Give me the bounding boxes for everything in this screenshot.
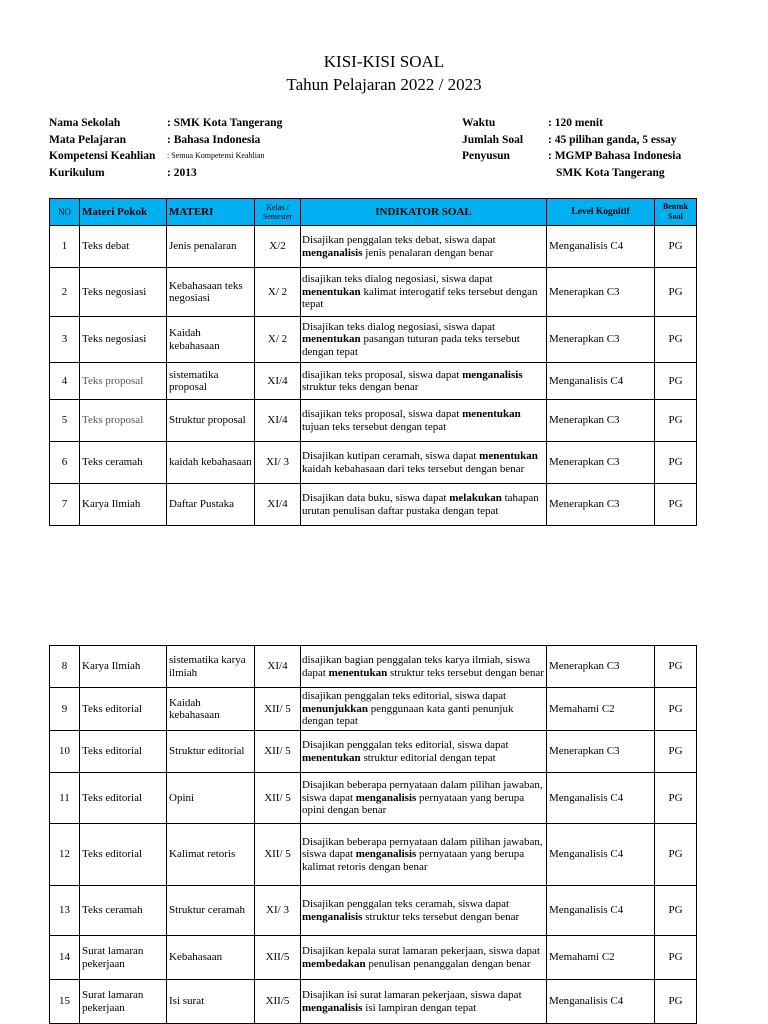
indikator-text: Disajikan isi surat lamaran pekerjaan, siswa dapat [302,989,522,1001]
table-row [50,442,697,484]
cell-no: 5 [50,400,80,442]
info-value: : Semua Kompetensi Keahlian [167,151,265,160]
cell-materi-pokok: Teks ceramah [80,886,167,936]
cell-kelas: X/ 2 [255,317,301,363]
cell-bentuk: PG [655,484,697,526]
indikator-text: disajikan teks proposal, siswa dapat [302,408,463,420]
table-row [50,268,697,317]
cell-indikator [301,646,547,688]
indikator-keyword: menentukan [302,333,361,346]
indikator-text: jenis penalaran dengan benar [362,246,494,259]
cell-indikator [301,484,547,526]
cell-kelas: XI/4 [255,363,301,400]
cell-kelas: XII/ 5 [255,688,301,731]
cell-kelas: XI/4 [255,400,301,442]
cell-materi: Kalimat retoris [167,824,255,886]
info-row-kompetensi [49,148,282,165]
cell-indikator [301,317,547,363]
indikator-keyword: menentukan [302,751,361,764]
indikator-text: Disajikan penggalan teks editorial, siswa dapat [302,739,509,751]
cell-materi: Kebahasaan teks negosiasi [167,268,255,317]
cell-indikator [301,731,547,773]
indikator-text: pernyataan yang berupa opini dengan benar [302,791,525,817]
cell-materi-pokok: Teks editorial [80,688,167,731]
header-level: Level Kognitif [547,199,655,226]
info-label: Jumlah Soal [462,133,524,146]
cell-no: 10 [50,731,80,773]
cell-kelas: XII/ 5 [255,731,301,773]
cell-indikator [301,400,547,442]
header-no: NO [50,199,80,226]
cell-materi-pokok: Karya Ilmiah [80,484,167,526]
cell-level: Menganalisis C4 [547,773,655,824]
cell-materi-pokok: Teks negosiasi [80,317,167,363]
indikator-keyword: menganalisis [355,848,417,861]
indikator-text: Disajikan data buku, siswa dapat [302,492,450,504]
cell-indikator [301,688,547,731]
kisi-table-2 [49,645,697,1024]
cell-no: 4 [50,363,80,400]
cell-materi-pokok: Karya Ilmiah [80,646,167,688]
indikator-text: struktur teks tersebut dengan benar [387,666,544,679]
info-value: SMK Kota Tangerang [556,166,665,179]
indikator-text: Disajikan penggalan teks ceramah, siswa dapat [302,898,510,910]
cell-kelas: XII/5 [255,980,301,1024]
indikator-keyword: menentukan [328,666,388,679]
indikator-text: tahapan urutan penulisan daftar pustaka dengan tepat [302,492,539,517]
cell-bentuk: PG [655,363,697,400]
indikator-text: struktur teks dengan benar [302,381,419,393]
cell-indikator [301,980,547,1024]
indikator-text: Disajikan beberapa pernyataan dalam pilihan jawaban, siswa dapat [302,835,543,861]
info-label: Waktu [462,117,496,129]
indikator-keyword: menunjukkan [302,702,369,715]
cell-level: Menganalisis C4 [547,886,655,936]
indikator-text: tujuan teks tersebut dengan tepat [302,420,447,433]
indikator-keyword: menganalisis [462,368,523,381]
cell-level: Menganalisis C4 [547,824,655,886]
indikator-keyword: menentukan [302,285,361,298]
indikator-keyword: menganalisis [302,246,363,259]
indikator-keyword: menganalisis [302,1001,363,1014]
info-value: : MGMP Bahasa Indonesia [548,150,682,162]
indikator-text: pasangan tuturan pada teks tersebut dengan tepat [302,333,520,358]
cell-bentuk: PG [655,688,697,731]
cell-kelas: XI/4 [255,646,301,688]
cell-kelas: XI/4 [255,484,301,526]
cell-materi: Kaidah kebahasaan [167,317,255,363]
cell-level: Menerapkan C3 [547,731,655,773]
info-value: : SMK Kota Tangerang [167,117,283,129]
cell-materi-pokok: Teks editorial [80,773,167,824]
cell-level: Menerapkan C3 [547,268,655,317]
cell-indikator [301,442,547,484]
info-row-nama-sekolah [49,115,282,132]
cell-level: Menganalisis C4 [547,226,655,268]
indikator-text: penggunaan kata ganti penunjuk dengan tepat [302,702,514,728]
cell-materi: sistematika proposal [167,363,255,400]
table-row [50,646,697,688]
document-subtitle: Tahun Pelajaran 2022 / 2023 [286,75,482,94]
cell-indikator [301,226,547,268]
indikator-text: kaidah kebahasaan dari teks tersebut dengan benar [302,462,525,475]
table-row [50,886,697,936]
cell-no: 8 [50,646,80,688]
indikator-keyword: menentukan [479,450,538,462]
cell-materi: Kaidah kebahasaan [167,688,255,731]
cell-materi-pokok: Teks negosiasi [80,268,167,317]
cell-materi-pokok: Teks debat [80,226,167,268]
indikator-text: isi lampiran dengan tepat [362,1001,477,1014]
cell-no: 11 [50,773,80,824]
table-row [50,484,697,526]
cell-materi: Opini [167,773,255,824]
table-row [50,688,697,731]
indikator-text: Disajikan kepala surat lamaran pekerjaan, siswa dapat [302,945,540,957]
indikator-keyword: menentukan [462,408,521,420]
cell-materi: Struktur ceramah [167,886,255,936]
info-row-kurikulum [49,165,282,182]
indikator-text: struktur teks tersebut dengan benar [362,910,520,923]
cell-level: Menerapkan C3 [547,317,655,363]
cell-materi: sistematika karya ilmiah [167,646,255,688]
cell-level: Memahami C2 [547,688,655,731]
cell-materi: Jenis penalaran [167,226,255,268]
indikator-text: penulisan penanggalan dengan benar [365,957,531,970]
cell-kelas: X/2 [255,226,301,268]
cell-no: 15 [50,980,80,1024]
cell-no: 6 [50,442,80,484]
info-row-penyusun-2 [462,165,681,182]
cell-materi-pokok: Teks ceramah [80,442,167,484]
cell-kelas: XI/ 3 [255,442,301,484]
cell-level: Menerapkan C3 [547,442,655,484]
cell-materi: Struktur proposal [167,400,255,442]
cell-materi-pokok: Teks editorial [80,731,167,773]
info-row-waktu [462,115,681,132]
indikator-text: disajikan bagian penggalan teks karya ilmiah, siswa dapat [302,654,531,679]
table-row [50,936,697,980]
info-label: Kompetensi Keahlian [49,150,156,162]
cell-materi-pokok: Surat lamaran pekerjaan [80,936,167,980]
table-header-row [50,199,697,226]
cell-bentuk: PG [655,731,697,773]
cell-materi: Struktur editorial [167,731,255,773]
cell-kelas: X/ 2 [255,268,301,317]
cell-indikator [301,936,547,980]
document-title: KISI-KISI SOAL [323,52,445,71]
cell-no: 9 [50,688,80,731]
indikator-keyword: menganalisis [355,791,417,804]
indikator-text: Disajikan kutipan ceramah, siswa dapat [302,450,480,462]
cell-materi-pokok: Teks proposal [80,400,167,442]
info-value: : Bahasa Indonesia [167,133,261,146]
cell-materi: Daftar Pustaka [167,484,255,526]
cell-level: Memahami C2 [547,936,655,980]
cell-materi: kaidah kebahasaan [167,442,255,484]
cell-bentuk: PG [655,317,697,363]
indikator-keyword: membedakan [302,957,366,970]
header-materi-pokok: Materi Pokok [80,199,167,226]
cell-bentuk: PG [655,886,697,936]
info-value: : 45 pilihan ganda, 5 essay [548,133,677,146]
cell-no: 12 [50,824,80,886]
cell-kelas: XII/ 5 [255,773,301,824]
info-value: : 2013 [167,166,197,179]
indikator-text: Disajikan beberapa pernyataan dalam pilihan jawaban, siswa dapat [302,779,543,804]
cell-bentuk: PG [655,773,697,824]
cell-materi-pokok: Teks proposal [80,363,167,400]
info-value: : 120 menit [548,117,603,129]
cell-level: Menganalisis C4 [547,980,655,1024]
cell-materi: Isi surat [167,980,255,1024]
cell-no: 2 [50,268,80,317]
cell-no: 7 [50,484,80,526]
cell-no: 13 [50,886,80,936]
cell-no: 3 [50,317,80,363]
table-row [50,400,697,442]
cell-bentuk: PG [655,936,697,980]
header-indikator: INDIKATOR SOAL [301,199,547,226]
cell-materi-pokok: Teks editorial [80,824,167,886]
indikator-text: Disajikan penggalan teks debat, siswa dapat [302,234,496,246]
cell-bentuk: PG [655,980,697,1024]
cell-bentuk: PG [655,226,697,268]
indikator-text: disajikan teks dialog negosiasi, siswa dapat [302,273,493,286]
cell-indikator [301,886,547,936]
info-right [462,115,681,181]
indikator-text: disajikan teks proposal, siswa dapat [302,368,463,381]
cell-bentuk: PG [655,268,697,317]
indikator-keyword: menganalisis [302,910,363,923]
info-label [462,165,556,182]
cell-kelas: XII/5 [255,936,301,980]
info-row-mata-pelajaran [49,132,282,149]
cell-no: 1 [50,226,80,268]
header-kelas: Kelas / Semester [255,199,301,226]
table-row [50,317,697,363]
table-row [50,980,697,1024]
header-bentuk: Bentuk Soal [655,199,697,226]
indikator-text: kalimat interogatif teks tersebut dengan tepat [302,285,538,311]
cell-bentuk: PG [655,442,697,484]
info-label: Kurikulum [49,166,105,179]
cell-level: Menerapkan C3 [547,484,655,526]
cell-level: Menerapkan C3 [547,646,655,688]
indikator-text: pernyataan yang berupa kalimat retoris dengan benar [302,848,525,873]
indikator-text: Disajikan teks dialog negosiasi, siswa dapat [302,320,496,333]
cell-indikator [301,773,547,824]
cell-indikator [301,824,547,886]
info-label: Nama Sekolah [49,117,121,129]
cell-materi: Kebahasaan [167,936,255,980]
header-materi: MATERI [167,199,255,226]
table-row [50,824,697,886]
cell-indikator [301,268,547,317]
table-row [50,363,697,400]
cell-kelas: XII/ 5 [255,824,301,886]
cell-kelas: XI/ 3 [255,886,301,936]
indikator-keyword: melakukan [449,492,502,504]
cell-level: Menerapkan C3 [547,400,655,442]
info-row-jumlah-soal [462,132,681,149]
cell-bentuk: PG [655,646,697,688]
indikator-text: struktur editorial dengan tepat [360,751,496,764]
indikator-text: disajikan penggalan teks editorial, siswa dapat [302,690,507,703]
cell-materi-pokok: Surat lamaran pekerjaan [80,980,167,1024]
table-row [50,773,697,824]
table-row [50,731,697,773]
kisi-table-1 [49,198,697,526]
info-label: Penyusun [462,150,510,162]
info-label: Mata Pelajaran [49,133,126,146]
info-left [49,115,282,181]
cell-indikator [301,363,547,400]
cell-bentuk: PG [655,400,697,442]
info-row-penyusun [462,148,681,165]
cell-no: 14 [50,936,80,980]
cell-bentuk: PG [655,824,697,886]
cell-level: Menganalisis C4 [547,363,655,400]
table-row [50,226,697,268]
